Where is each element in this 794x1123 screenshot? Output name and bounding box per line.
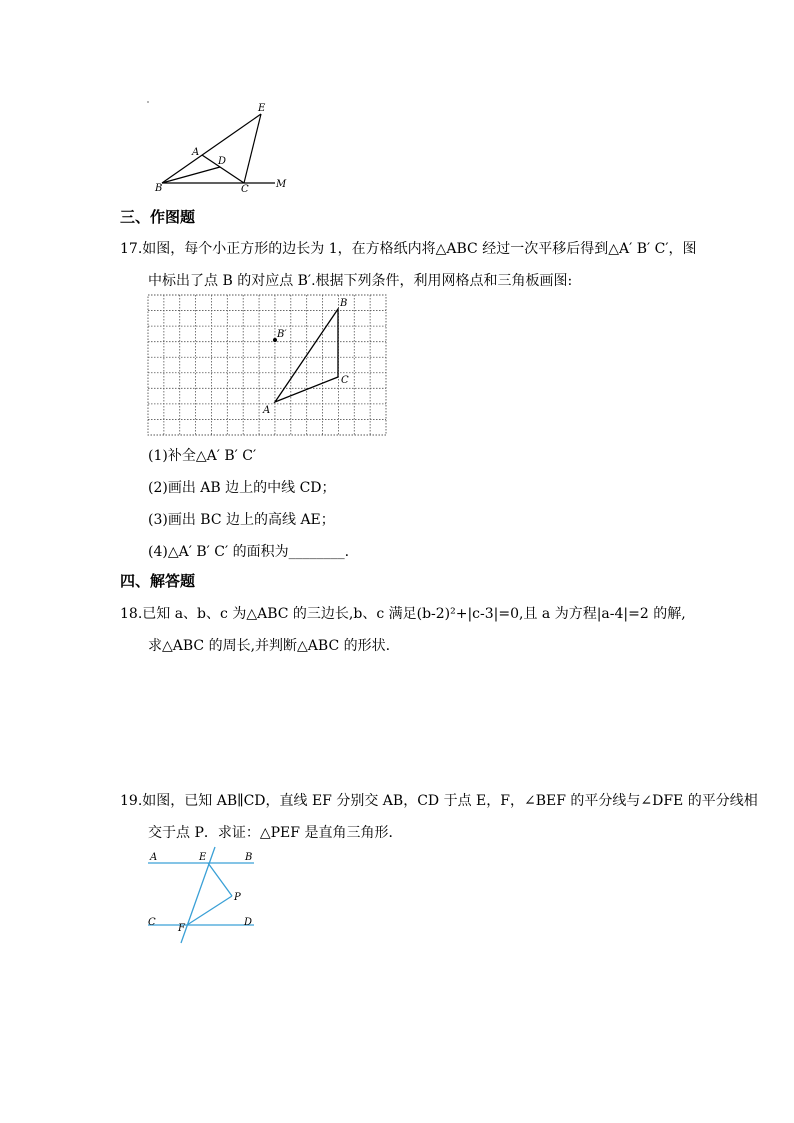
q19-label-d: D [244,917,253,928]
label-a: A [192,147,200,158]
label-b: B [155,183,163,194]
grid-label-b: B [340,298,348,309]
segment-bd [162,167,220,183]
q19-label-f: F [178,923,185,934]
segment-fp [187,896,232,925]
section-4-heading: 四、解答题 [120,572,196,590]
label-d: D [218,156,227,167]
q19-line-1: 19.如图，已知 AB∥CD，直线 EF 分别交 AB，CD 于点 E，F，∠BEF 的平分线与∠DFE 的平分线相 [120,793,758,809]
q19-label-b: B [245,852,253,863]
stray-dot [147,101,148,102]
label-c: C [241,184,249,195]
label-m: M [276,179,287,190]
grid-figure [146,293,388,439]
q19-label-c: C [148,917,156,928]
q17-item-4: (4)△A′ B′ C′ 的面积为________. [148,544,350,560]
q17-item-2: (2)画出 AB 边上的中线 CD； [148,480,336,496]
q18-line-1: 18.已知 a、b、c 为△ABC 的三边长,b、c 满足(b-2)²+|c-3|=0,且 a 为方程|a-4|=2 的解, [120,606,686,622]
q19-label-p: P [234,892,241,903]
q17-item-1: (1)补全△A′ B′ C′ [148,448,257,464]
q19-label-a: A [150,852,158,863]
q17-line-2: 中标出了点 B 的对应点 B′.根据下列条件，利用网格点和三角板画图: [148,273,573,289]
line-ef [181,847,215,943]
q19-figure [144,845,274,945]
q18-line-2: 求△ABC 的周长,并判断△ABC 的形状. [148,638,391,654]
label-e: E [258,103,266,114]
q17-line-1: 17.如图，每个小正方形的边长为 1，在方格纸内将△ABC 经过一次平移后得到△A′ B′ C′，图 [120,241,697,257]
grid-label-a: A [263,405,271,416]
section-3-heading: 三、作图题 [120,208,196,226]
q17-item-3: (3)画出 BC 边上的高线 AE； [148,512,335,528]
grid-label-b-prime: B′ [277,329,287,340]
q19-line-2: 交于点 P．求证：△PEF 是直角三角形． [148,825,403,841]
top-geometry-figure [140,95,300,195]
q19-label-e: E [199,852,207,863]
segment-ep [208,863,232,896]
grid-label-c: C [341,375,349,386]
